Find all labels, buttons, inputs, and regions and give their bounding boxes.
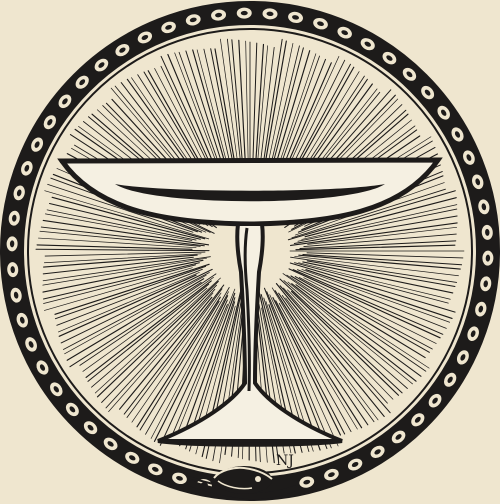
signature-text: NJ: [276, 453, 294, 469]
artist-signature: [276, 453, 294, 469]
serpent-eye: [255, 476, 261, 482]
